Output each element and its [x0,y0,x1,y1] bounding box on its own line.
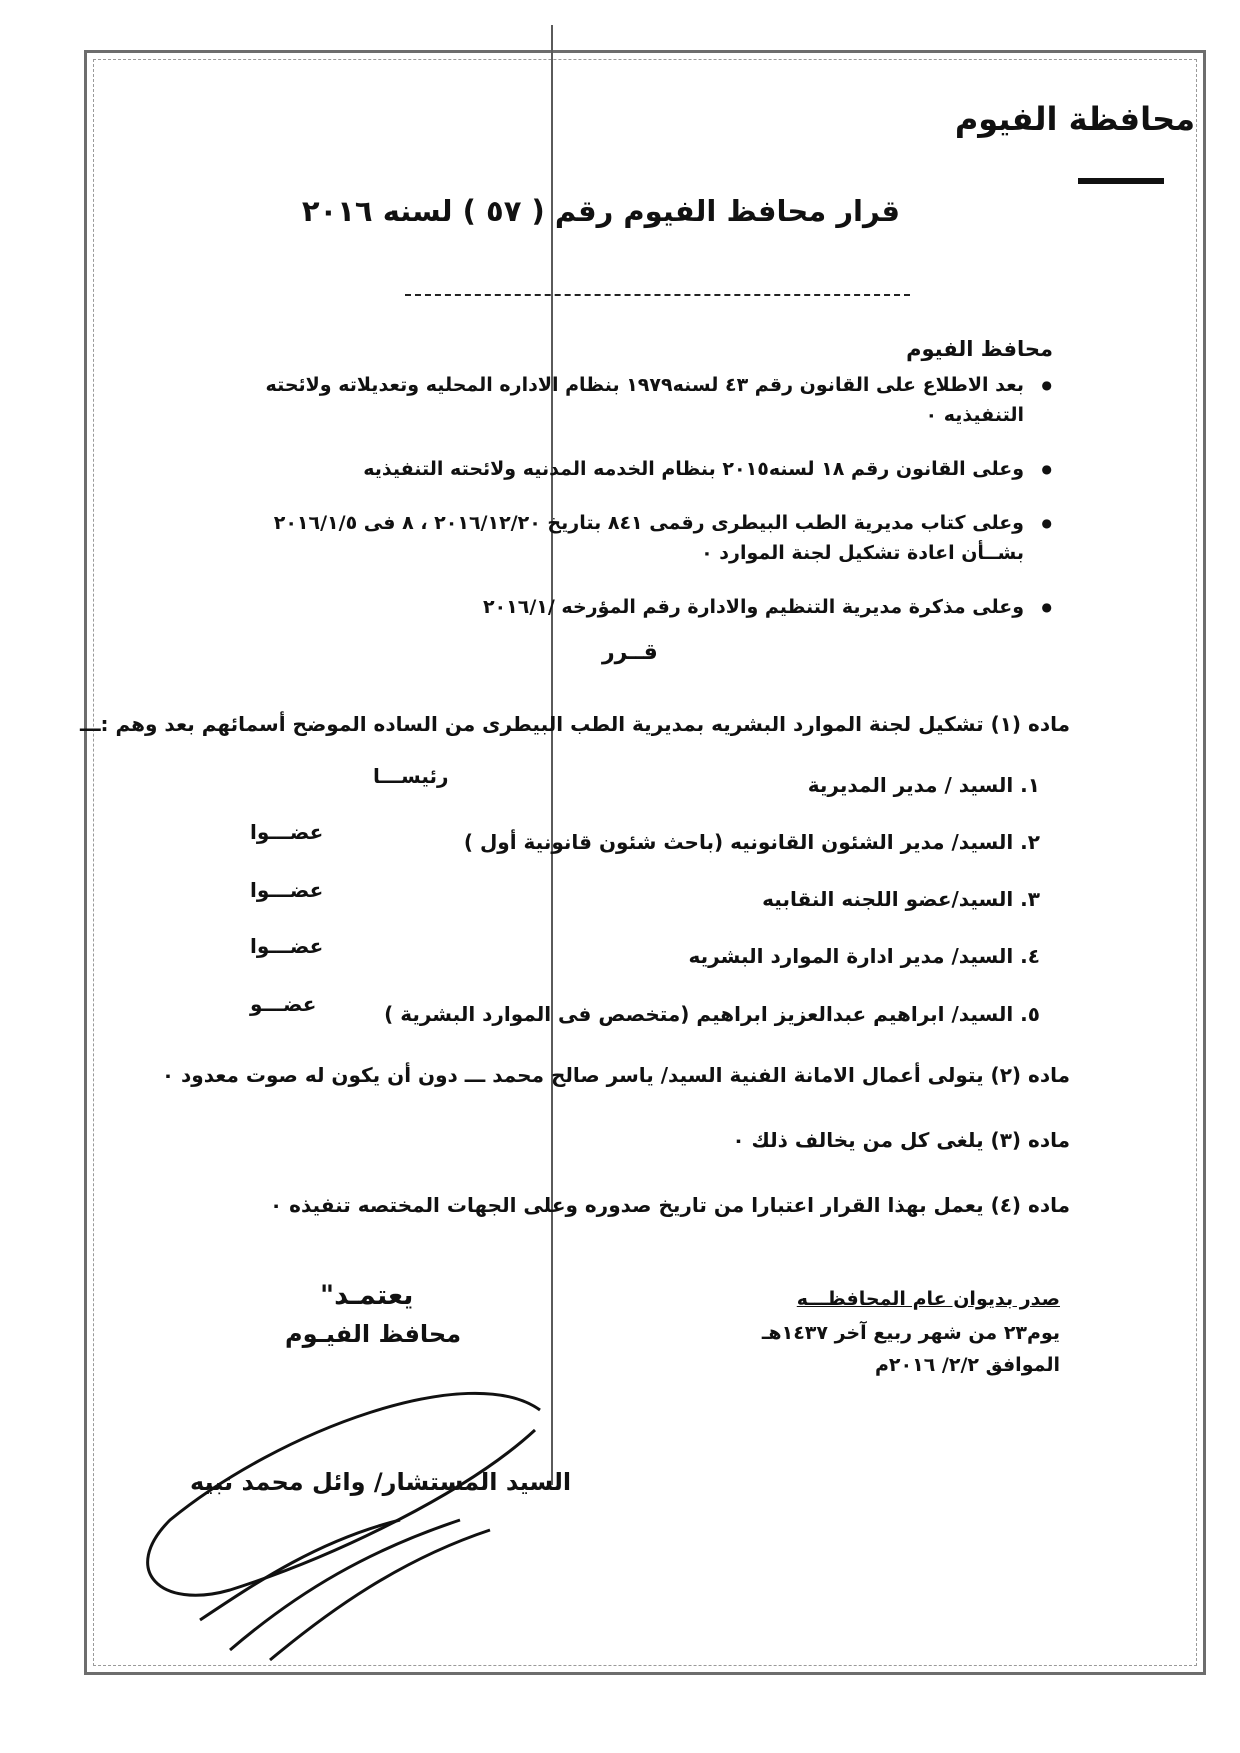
header-underline [1078,178,1164,184]
member-2-role: عضـــوا [250,820,324,844]
preamble-list [212,370,1052,622]
member-1: ١. السيد / مدير المديرية [807,773,1040,797]
signer-name: السيد المستشار/ وائل محمد نبيه [190,1468,572,1496]
member-5: ٥. السيد/ ابراهيم عبدالعزيز ابراهيم (متخصص فى الموارد البشرية ) [384,1002,1040,1026]
article-3: ماده (٣) يلغى كل من يخالف ذلك ٠ [732,1128,1070,1152]
member-3: ٣. السيد/عضو اللجنه النقابيه [762,887,1040,911]
dashed-separator [405,294,910,296]
article-1: ماده (١) تشكيل لجنة الموارد البشريه بمديرية الطب البيطرى من الساده الموضح أسمائهم بعد وهم :ـــ [80,712,1070,736]
approval-title: محافظ الفيـوم [285,1320,462,1348]
handwritten-signature [140,1370,560,1670]
member-3-role: عضـــوا [250,878,324,902]
member-4: ٤. السيد/ مدير ادارة الموارد البشريه [688,944,1040,968]
article-4: ماده (٤) يعمل بهذا القرار اعتبارا من تاريخ صدوره وعلى الجهات المختصه تنفيذه ٠ [269,1193,1070,1217]
preamble-item: ● وعلى كتاب مديرية الطب البيطرى رقمى ٨٤١ بتاريخ ٢٠١٦/١٢/٢٠ ، ٨ فى ٢٠١٦/١/٥ بشــأن اعادة تشكيل لجنة الموارد ٠ [212,508,1052,568]
preamble-intro: محافظ الفيوم [906,337,1053,361]
article-2: ماده (٢) يتولى أعمال الامانة الفنية السيد/ ياسر صالح محمد ـــ دون أن يكون له صوت معدود ٠ [161,1063,1070,1087]
member-4-role: عضـــوا [250,934,324,958]
issued-line-2: يوم٢٣ من شهر ربيع آخر ١٤٣٧هـ [761,1322,1060,1344]
preamble-item: ● وعلى مذكرة مديرية التنظيم والادارة رقم المؤرخه /٢٠١٦/١ [212,592,1052,622]
member-1-role: رئيســـا [373,764,449,788]
preamble-item: ● وعلى القانون رقم ١٨ لسنه٢٠١٥ بنظام الخدمه المدنيه ولائحته التنفيذيه [212,454,1052,484]
decided-heading: قــرر [602,640,658,665]
preamble-item: ● بعد الاطلاع على القانون رقم ٤٣ لسنه١٩٧٩ بنظام الاداره المحليه وتعديلاته ولائحته التنفيذيه ٠ [212,370,1052,430]
member-2: ٢. السيد/ مدير الشئون القانونيه (باحث شئون قانونية أول ) [463,830,1040,854]
decree-title: قرار محافظ الفيوم رقم ( ٥٧ ) لسنه ٢٠١٦ [301,194,900,228]
issued-line-1: صدر بديوان عام المحافظـــه [796,1288,1060,1310]
issued-line-3: الموافق ٢/٢/ ٢٠١٦م [874,1354,1060,1376]
member-5-role: عضـــو [250,992,317,1016]
approval-label: يعتمـد" [320,1280,414,1311]
governorate-header: محافظة الفيوم [954,100,1195,138]
fold-line [551,25,553,1485]
